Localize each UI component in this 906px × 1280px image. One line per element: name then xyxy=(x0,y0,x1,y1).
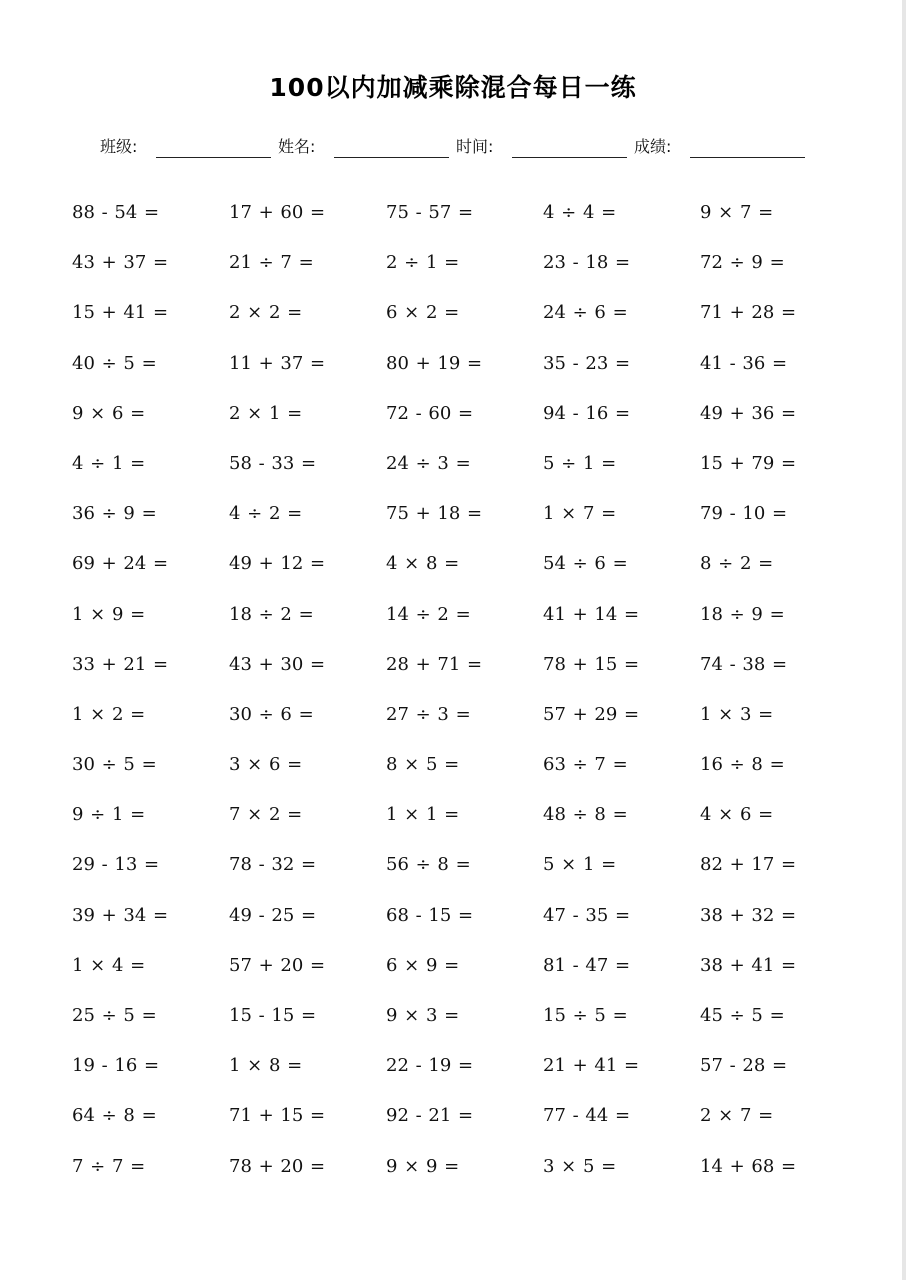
math-problem: 9 ÷ 1 = xyxy=(72,804,146,826)
math-problem: 41 + 14 = xyxy=(543,603,640,625)
math-problem: 9 × 7 = xyxy=(700,202,774,223)
math-problem: 2 × 1 = xyxy=(229,402,303,424)
math-problem: 78 + 15 = xyxy=(543,653,640,675)
math-problem: 75 + 18 = xyxy=(386,503,483,525)
math-problem: 14 ÷ 2 = xyxy=(386,603,471,625)
math-problem: 43 + 30 = xyxy=(229,653,326,675)
math-problem: 58 - 33 = xyxy=(229,452,317,474)
math-problem: 94 - 16 = xyxy=(543,402,631,424)
math-problem: 2 × 2 = xyxy=(229,302,303,324)
math-problem: 4 ÷ 1 = xyxy=(72,452,146,474)
math-problem: 8 × 5 = xyxy=(386,754,460,776)
math-problem: 18 ÷ 9 = xyxy=(700,603,785,625)
student-info-row xyxy=(100,132,820,162)
score-label: 成绩: xyxy=(634,137,672,156)
math-problem: 71 + 28 = xyxy=(700,302,797,324)
math-problem: 41 - 36 = xyxy=(700,352,788,374)
math-problem: 72 ÷ 9 = xyxy=(700,252,785,274)
math-problem: 15 - 15 = xyxy=(229,1005,317,1026)
math-problem: 16 ÷ 8 = xyxy=(700,754,785,776)
problem-grid xyxy=(72,188,852,1192)
math-problem: 28 + 71 = xyxy=(386,653,483,675)
math-problem: 69 + 24 = xyxy=(72,553,169,575)
math-problem: 36 ÷ 9 = xyxy=(72,503,157,525)
math-problem: 63 ÷ 7 = xyxy=(543,754,628,776)
math-problem: 33 + 21 = xyxy=(72,653,169,675)
math-problem: 57 + 29 = xyxy=(543,703,640,725)
math-problem: 64 ÷ 8 = xyxy=(72,1105,157,1127)
math-problem: 45 ÷ 5 = xyxy=(700,1005,785,1026)
math-problem: 22 - 19 = xyxy=(386,1055,474,1077)
math-problem: 48 ÷ 8 = xyxy=(543,804,628,826)
math-problem: 1 × 3 = xyxy=(700,703,774,725)
math-problem: 1 × 2 = xyxy=(72,703,146,725)
math-problem: 15 ÷ 5 = xyxy=(543,1005,628,1026)
math-problem: 7 × 2 = xyxy=(229,804,303,826)
math-problem: 79 - 10 = xyxy=(700,503,788,525)
math-problem: 17 + 60 = xyxy=(229,202,326,223)
math-problem: 38 + 32 = xyxy=(700,904,797,926)
math-problem: 24 ÷ 3 = xyxy=(386,452,471,474)
math-problem: 1 × 7 = xyxy=(543,503,617,525)
math-problem: 4 ÷ 2 = xyxy=(229,503,303,525)
math-problem: 15 + 79 = xyxy=(700,452,797,474)
math-problem: 23 - 18 = xyxy=(543,252,631,274)
math-problem: 57 + 20 = xyxy=(229,954,326,976)
page-edge xyxy=(902,0,906,1280)
math-problem: 68 - 15 = xyxy=(386,904,474,926)
math-problem: 49 + 36 = xyxy=(700,402,797,424)
math-problem: 39 + 34 = xyxy=(72,904,169,926)
math-problem: 29 - 13 = xyxy=(72,854,160,876)
math-problem: 82 + 17 = xyxy=(700,854,797,876)
class-label: 班级: xyxy=(100,137,138,156)
math-problem: 30 ÷ 5 = xyxy=(72,754,157,776)
math-problem: 47 - 35 = xyxy=(543,904,631,926)
math-problem: 25 ÷ 5 = xyxy=(72,1005,157,1026)
math-problem: 43 + 37 = xyxy=(72,252,169,274)
class-blank-line[interactable] xyxy=(156,157,271,158)
math-problem: 38 + 41 = xyxy=(700,954,797,976)
name-label: 姓名: xyxy=(278,137,316,156)
time-blank-line[interactable] xyxy=(512,157,627,158)
math-problem: 4 × 8 = xyxy=(386,553,460,575)
name-blank-line[interactable] xyxy=(334,157,449,158)
math-problem: 35 - 23 = xyxy=(543,352,631,374)
math-problem: 21 ÷ 7 = xyxy=(229,252,314,274)
math-problem: 7 ÷ 7 = xyxy=(72,1155,146,1177)
math-problem: 71 + 15 = xyxy=(229,1105,326,1127)
page-title: 100以内加减乘除混合每日一练 xyxy=(269,73,637,102)
math-problem: 54 ÷ 6 = xyxy=(543,553,628,575)
math-problem: 5 ÷ 1 = xyxy=(543,452,617,474)
math-problem: 72 - 60 = xyxy=(386,402,474,424)
math-problem: 74 - 38 = xyxy=(700,653,788,675)
math-problem: 49 - 25 = xyxy=(229,904,317,926)
math-problem: 3 × 5 = xyxy=(543,1155,617,1177)
math-problem: 9 × 3 = xyxy=(386,1005,460,1026)
math-problem: 15 + 41 = xyxy=(72,302,169,324)
math-problem: 80 + 19 = xyxy=(386,352,483,374)
math-problem: 88 - 54 = xyxy=(72,202,160,223)
math-problem: 81 - 47 = xyxy=(543,954,631,976)
math-problem: 57 - 28 = xyxy=(700,1055,788,1077)
math-problem: 92 - 21 = xyxy=(386,1105,474,1127)
math-problem: 6 × 9 = xyxy=(386,954,460,976)
math-problem: 1 × 1 = xyxy=(386,804,460,826)
math-problem: 8 ÷ 2 = xyxy=(700,553,774,575)
math-problem: 4 × 6 = xyxy=(700,804,774,826)
math-problem: 24 ÷ 6 = xyxy=(543,302,628,324)
math-problem: 9 × 9 = xyxy=(386,1155,460,1177)
math-problem: 14 + 68 = xyxy=(700,1155,797,1177)
math-problem: 40 ÷ 5 = xyxy=(72,352,157,374)
math-problem: 9 × 6 = xyxy=(72,402,146,424)
math-problem: 1 × 8 = xyxy=(229,1055,303,1077)
math-problem: 6 × 2 = xyxy=(386,302,460,324)
math-problem: 56 ÷ 8 = xyxy=(386,854,471,876)
math-problem: 27 ÷ 3 = xyxy=(386,703,471,725)
math-problem: 21 + 41 = xyxy=(543,1055,640,1077)
math-problem: 2 × 7 = xyxy=(700,1105,774,1127)
math-problem: 11 + 37 = xyxy=(229,352,326,374)
math-problem: 1 × 4 = xyxy=(72,954,146,976)
math-problem: 78 + 20 = xyxy=(229,1155,326,1177)
score-blank-line[interactable] xyxy=(690,157,805,158)
time-label: 时间: xyxy=(456,137,494,156)
math-problem: 5 × 1 = xyxy=(543,854,617,876)
math-problem: 1 × 9 = xyxy=(72,603,146,625)
math-problem: 30 ÷ 6 = xyxy=(229,703,314,725)
math-problem: 77 - 44 = xyxy=(543,1105,631,1127)
math-problem: 18 ÷ 2 = xyxy=(229,603,314,625)
math-problem: 49 + 12 = xyxy=(229,553,326,575)
math-problem: 4 ÷ 4 = xyxy=(543,202,617,223)
math-problem: 75 - 57 = xyxy=(386,202,474,223)
math-problem: 3 × 6 = xyxy=(229,754,303,776)
math-problem: 78 - 32 = xyxy=(229,854,317,876)
math-problem: 2 ÷ 1 = xyxy=(386,252,460,274)
math-problem: 19 - 16 = xyxy=(72,1055,160,1077)
